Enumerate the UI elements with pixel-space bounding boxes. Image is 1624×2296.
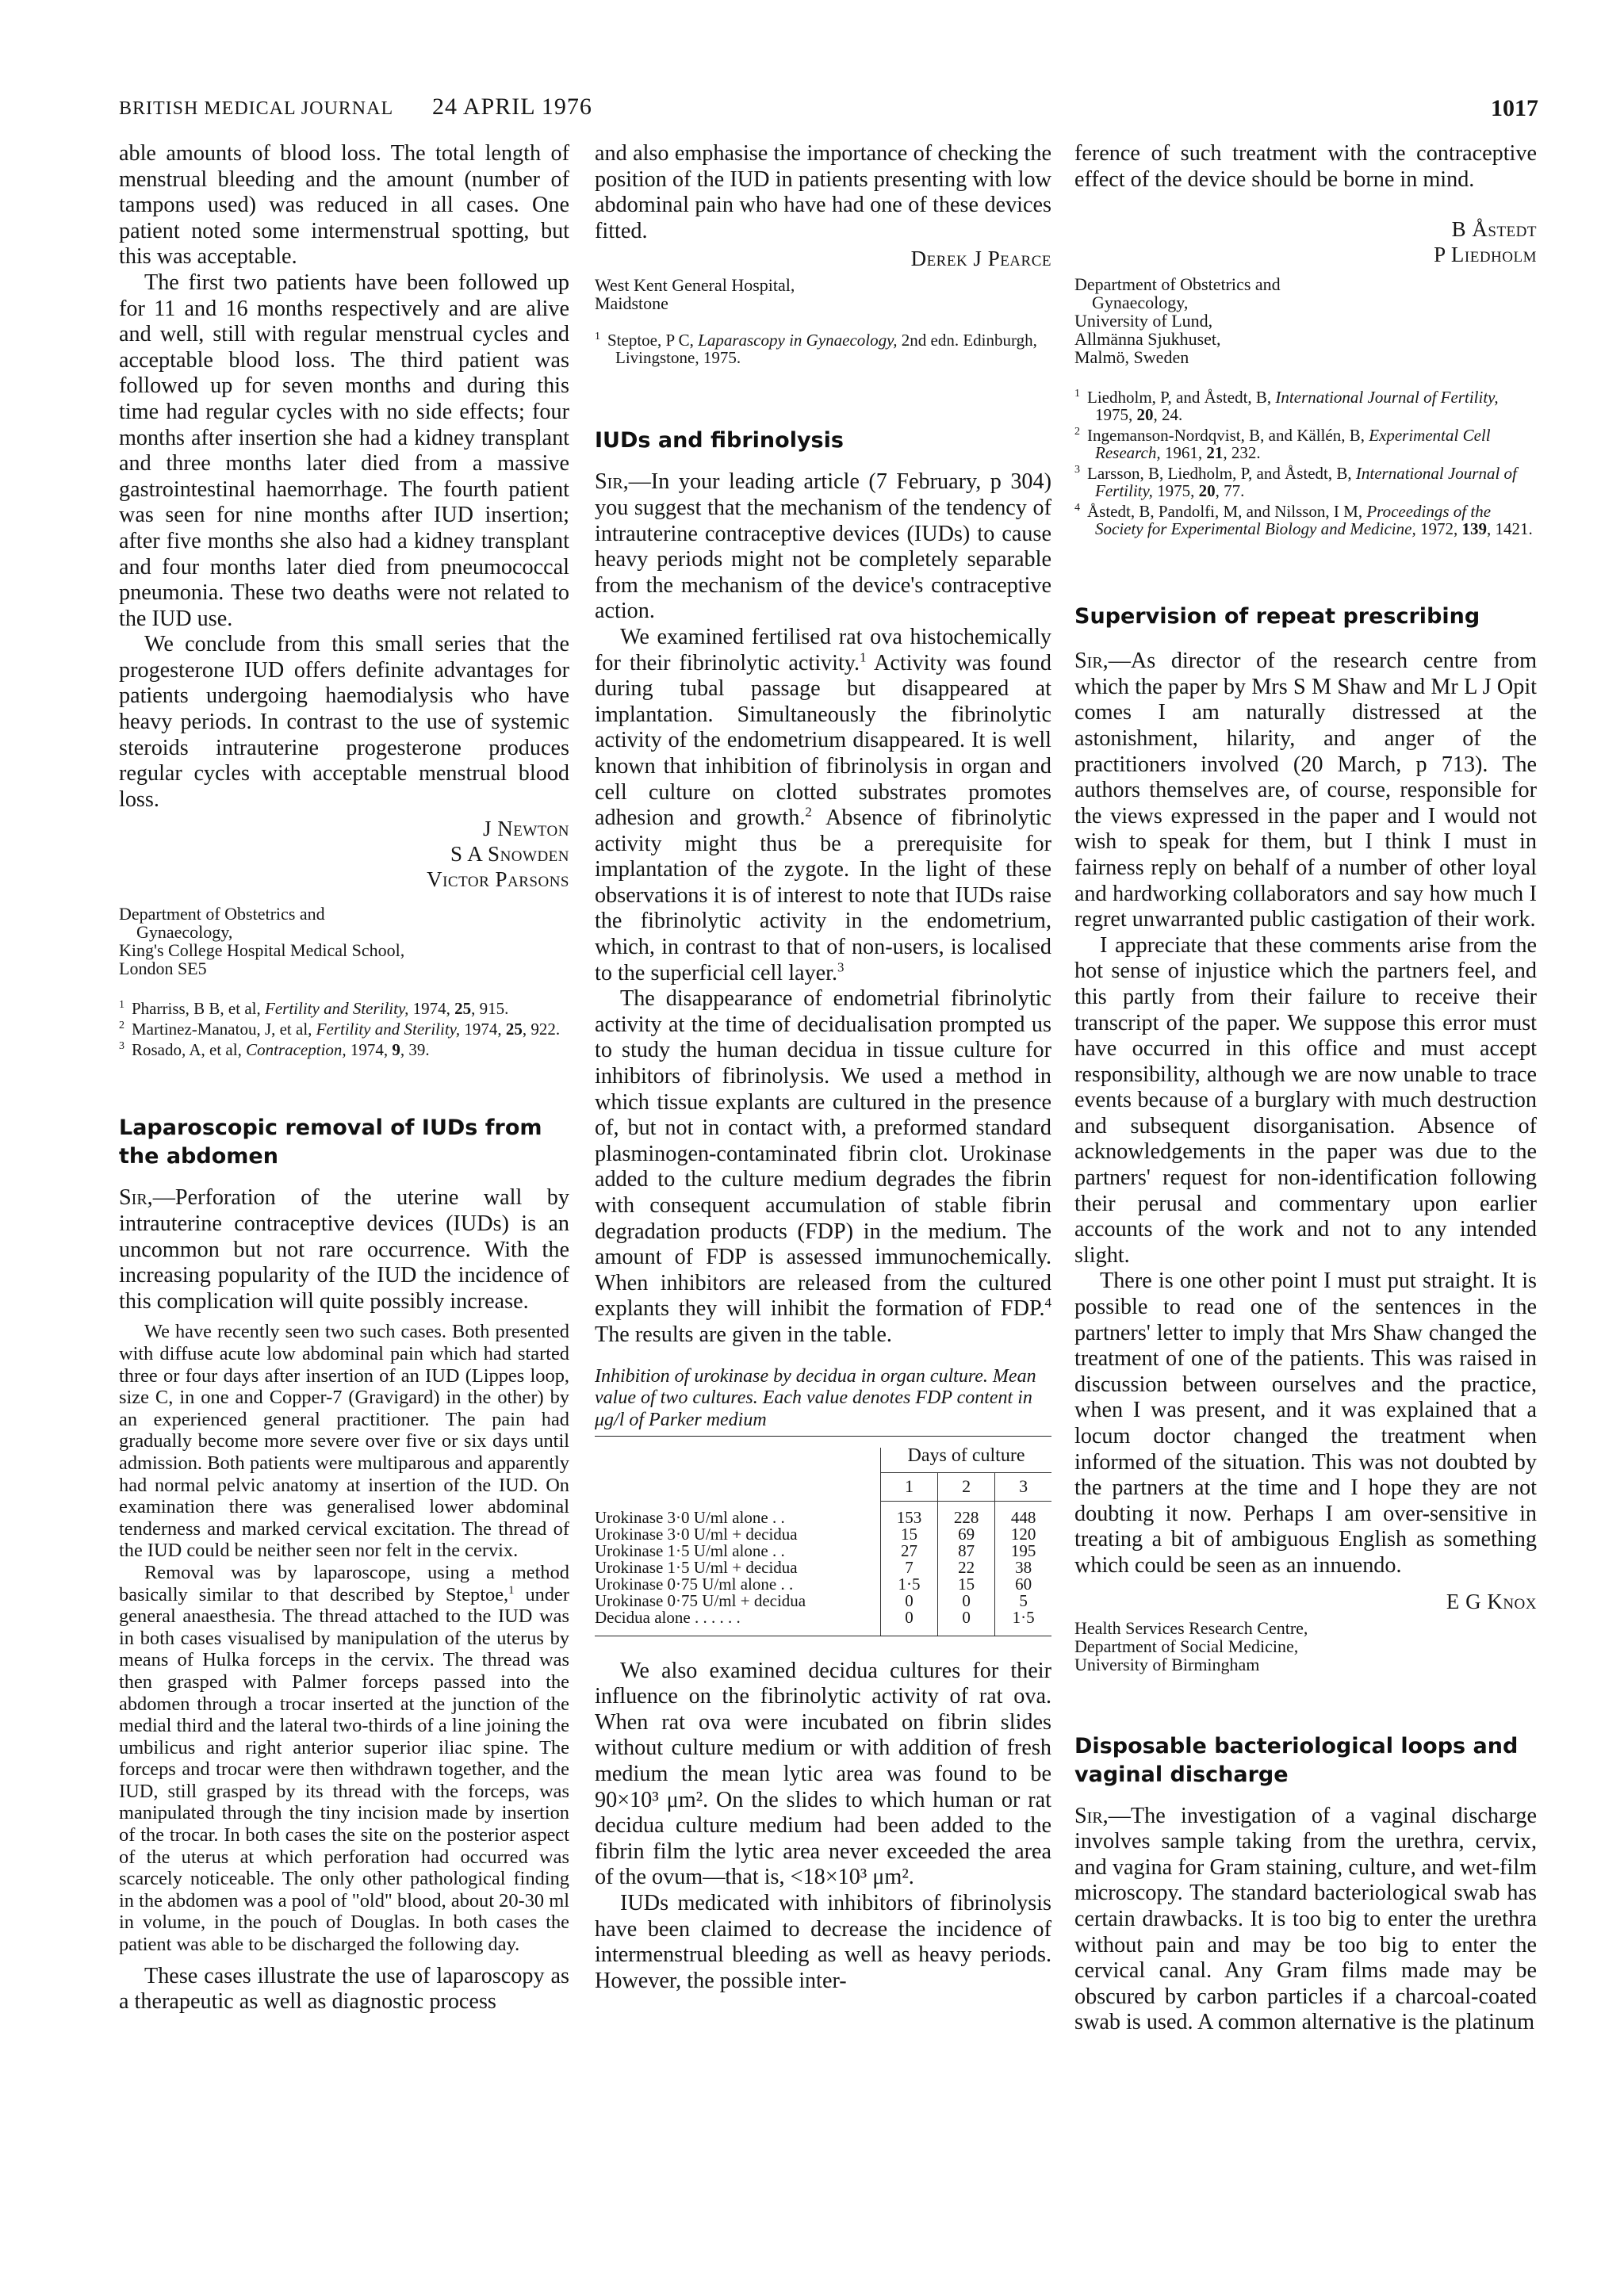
- author-name: S A Snowden: [450, 842, 569, 867]
- reference: 1 Liedholm, P, and Åstedt, B, International Journal of Fertility, 1975, 20, 24.: [1074, 388, 1499, 425]
- table-group-header: Days of culture: [881, 1448, 1052, 1473]
- address-line: Malmö, Sweden: [1074, 347, 1189, 368]
- table-row: Urokinase 1·5 U/ml alone . . 27 87 195: [595, 1543, 1051, 1559]
- column-2: [595, 141, 1051, 1994]
- address-line: Department of Obstetrics and: [119, 904, 325, 924]
- table-column-header: 3: [995, 1473, 1051, 1502]
- address-line: Gynaecology,: [1092, 293, 1189, 313]
- table-top-rule: [595, 1436, 1051, 1437]
- author-address: [595, 276, 1051, 312]
- paragraph: The first two patients have been followed up for 11 and 16 months respectively and are alive and well, still with regular menstrual cycles and acceptable blood loss. The third patient was followed up for seven months and during this time had regular cycles with no side effects; four months after insertion she had a kidney transplant and three months later died from a massive gastrointestinal haemorrhage. The fourth patient was seen for nine months after IUD insertion; after five months she also had a kidney transplant and four months later died from pneumococcal pneumonia. These two deaths were not related to the IUD use.: [119, 270, 569, 631]
- table-row: Urokinase 0·75 U/ml alone . . 1·5 15 60: [595, 1576, 1051, 1593]
- paragraph: These cases illustrate the use of laparoscopy as a therapeutic as well as diagnostic process: [119, 1963, 569, 2015]
- reference: 3 Rosado, A, et al, Contraception, 1974, 9, 39.: [119, 1040, 430, 1060]
- author-name: J Newton: [483, 817, 569, 841]
- table-row: Urokinase 3·0 U/ml + decidua 15 69 120: [595, 1526, 1051, 1543]
- results-table: [595, 1445, 1051, 1636]
- address-line: Health Services Research Centre,: [1074, 1617, 1308, 1638]
- reference: 2 Ingemanson-Nordqvist, B, and Källén, B, Experimental Cell Research, 1961, 21, 232.: [1074, 426, 1491, 463]
- reference: 4 Åstedt, B, Pandolfi, M, and Nilsson, I M, Proceedings of the Society for Experimental Biology and Medicine, 1972, 139, 1421.: [1074, 502, 1533, 539]
- author-name: Derek J Pearce: [910, 247, 1051, 271]
- reference: 2 Martinez-Manatou, J, et al, Fertility and Sterility, 1974, 25, 922.: [119, 1020, 561, 1039]
- issue-date: 24 APRIL 1976: [432, 94, 592, 120]
- address-line: Maidstone: [595, 293, 668, 314]
- paragraph: Sir,—As director of the research centre from which the paper by Mrs S M Shaw and Mr L J Opit comes I am naturally distressed at the astonishment, hilarity, and anger of the practitioners involved (20 March, p 713). The authors themselves are, of course, responsible for the views expressed in the paper and I would not wish to speak for them, but I think I must in fairness reply on behalf of a number of other loyal and hardworking collaborators and say how much I regret unwarranted public castigation of their work.: [1074, 649, 1537, 932]
- journal-title: BRITISH MEDICAL JOURNAL: [119, 98, 394, 119]
- author-name: Victor Parsons: [427, 867, 569, 892]
- paragraph: Sir,—Perforation of the uterine wall by intrauterine contraceptive devices (IUDs) is an uncommon but not rare occurrence. With the increasing popularity of the IUD the incidence of this complication will quite possibly increase.: [119, 1185, 569, 1314]
- small-paragraph: We have recently seen two such cases. Both presented with diffuse acute low abdominal pain which had started three or four days after insertion of an IUD (Lippes loop, size C, in one and Copper-7 (Gravigard) in the other) by an experienced general practitioner. The pain had gradually become more severe over five or six days until admission. Both patients were multiparous and apparently had normal pelvic anatomy at insertion of the IUD. On examination there was generalised lower abdominal tenderness and marked cervical excitation. The thread of the IUD could be neither seen nor felt in the cervix.: [119, 1321, 569, 1562]
- paragraph: I appreciate that these comments arise from the hot sense of injustice which the partners feel, and this partly from their failure to receive their transcript of the paper. We suppose this error must have occurred in this office and must accept responsibility, although we are now unable to trace events because of a burglary with much destruction and subsequent disorganisation. Absence of acknowledgements in the paper was due to the partners' request for non-identification following their perusal and commentary upon earlier accounts of the work and not to any intended slight.: [1074, 932, 1537, 1268]
- table-column-header: 2: [938, 1473, 995, 1502]
- author-name: E G Knox: [1446, 1589, 1537, 1613]
- paragraph: IUDs medicated with inhibitors of fibrinolysis have been claimed to decrease the incidence of intermenstrual bleeding as well as heavy periods. However, the possible inter-: [595, 1890, 1051, 1993]
- table-row: Urokinase 0·75 U/ml + decidua 0 0 5: [595, 1593, 1051, 1609]
- address-line: London SE5: [119, 959, 207, 979]
- paragraph: We examined fertilised rat ova histochemically for their fibrinolytic activity.$^1$ Activity was found during tubal passage but disappeared at implantation. Simultaneously the fibrinolytic activity of the endometrium disappeared. It is well known that inhibition of fibrinolysis in organ and cell culture on clotted substrates promotes adhesion and growth.$^2$ Absence of fibrinolytic activity might thus be a prerequisite for implantation of the zygote. In the light of these observations it is of interest to note that IUDs raise the fibrinolytic activity in the endometrium, which, in contrast to that of non-users, is localised to the superficial cell layer.$^3$: [595, 624, 1051, 985]
- article-heading: Disposable bacteriological loops and vaginal discharge: [1074, 1733, 1519, 1787]
- paragraph: ference of such treatment with the contraceptive effect of the device should be borne in mind.: [1074, 141, 1537, 192]
- address-line: Allmänna Sjukhuset,: [1074, 329, 1221, 350]
- reference-list: [1074, 385, 1537, 538]
- small-paragraph: Removal was by laparoscope, using a method basically similar to that described by Steptoe,$^1$ under general anaesthesia. The thread attached to the IUD was in both cases visualised by manipulation of the uterus by means of Hulka forceps in the cervix. The thread was then grasped with Palmer forceps passed into the abdomen through a trocar inserted at the junction of the medial third and the lateral two-thirds of a line joining the umbilicus and right anterior superior iliac spine. The forceps and trocar were then withdrawn together, and the IUD, still grasped by its thread with the forceps, was manipulated through the tiny incision made by insertion of the trocar. In both cases the site on the posterior aspect of the uterus at which perforation had occurred was scarcely noticeable. The only other pathological finding in the abdomen was a pool of "old" blood, about 20-30 ml in volume, in the pouch of Douglas. In both cases the patient was able to be discharged the following day.: [119, 1561, 569, 1956]
- author-address: [1074, 275, 1537, 366]
- table-column-header: 1: [881, 1473, 938, 1502]
- reference: 1 Pharriss, B B, et al, Fertility and Sterility, 1974, 25, 915.: [119, 999, 509, 1019]
- table-row: Urokinase 1·5 U/ml + decidua 7 22 38: [595, 1559, 1051, 1576]
- reference: 1 Steptoe, P C, Laparascopy in Gynaecology, 2nd edn. Edinburgh, Livingstone, 1975.: [595, 331, 1037, 368]
- paragraph: We conclude from this small series that the progesterone IUD offers definite advantages for patients undergoing haemodialysis who have heavy periods. In contrast to the use of systemic steroids intrauterine progesterone produces regular cycles with acceptable menstrual blood loss.: [119, 632, 569, 812]
- running-head: [119, 94, 1538, 125]
- paragraph: able amounts of blood loss. The total length of menstrual bleeding and the amount (number of tampons used) was reduced in all cases. One patient noted some intermenstrual spotting, but this was acceptable.: [119, 141, 569, 270]
- reference: 3 Larsson, B, Liedholm, P, and Åstedt, B, International Journal of Fertility, 1975, 20, 77.: [1074, 464, 1517, 501]
- paragraph: We also examined decidua cultures for their influence on the fibrinolytic activity of rat ova. When rat ova were incubated on fibrin slides without culture medium or with addition of fresh medium the mean lytic area was found to be 90×10³ μm². On the slides to which human or rat decidua culture medium had been added to the fibrin film the lytic area never exceeded the area of the ovum—that is, <18×10³ μm².: [595, 1658, 1051, 1890]
- signature-block: [1074, 216, 1537, 267]
- address-line: West Kent General Hospital,: [595, 275, 795, 296]
- paragraph: The disappearance of endometrial fibrinolytic activity at the time of decidualisation prompted us to study the human decidua in tissue culture for inhibitors of fibrinolysis. We used a method in which tissue explants are cultured in the presence of, but not in contact with, a preformed standard plasminogen-contaminated fibrin clot. Urokinase added to the culture medium degrades the fibrin with consequent accumulation of stable fibrin degradation products (FDP) in the medium. The amount of FDP is assessed immunochemically. When inhibitors are released from the cultured explants they will inhibit the formation of FDP.$^4$ The results are given in the table.: [595, 986, 1051, 1347]
- table-row: Urokinase 3·0 U/ml alone . . 153 228 448: [595, 1510, 1051, 1526]
- address-line: Department of Social Medicine,: [1074, 1636, 1299, 1656]
- column-1: [119, 141, 569, 2015]
- page-number: 1017: [1491, 95, 1538, 121]
- address-line: Gynaecology,: [136, 922, 233, 943]
- paragraph: and also emphasise the importance of checking the position of the IUD in patients presenting with low abdominal pain who have had one of these devices fitted.: [595, 141, 1051, 243]
- address-line: Department of Obstetrics and: [1074, 274, 1281, 295]
- table-row: Decidua alone . . . . . . 0 0 1·5: [595, 1609, 1051, 1626]
- paragraph: Sir,—The investigation of a vaginal discharge involves sample taking from the urethra, cervix, and vagina for Gram staining, culture, and wet-film microscopy. The standard bacteriological swab has certain drawbacks. It is too big to enter the urethra without pain and may be too big to enter the cervical canal. Any Gram films made may be obscured by carbon particles if a charcoal-coated swab is used. A common alternative is the platinum: [1074, 1803, 1537, 2035]
- address-line: University of Lund,: [1074, 311, 1213, 331]
- author-name: P Liedholm: [1434, 243, 1537, 267]
- author-address: [119, 905, 569, 978]
- reference-list: [595, 328, 1051, 366]
- author-address: [1074, 1619, 1537, 1674]
- signature-block: [119, 816, 569, 892]
- paragraph: Sir,—In your leading article (7 February, p 304) you suggest that the mechanism of the tendency of intrauterine contraceptive devices (IUDs) to cause heavy periods might not be completely separable from the mechanism of the device's contraceptive action.: [595, 469, 1051, 624]
- table-column-row: [595, 1473, 1051, 1502]
- reference-list: [119, 997, 569, 1058]
- author-name: B Åstedt: [1451, 217, 1537, 242]
- address-line: University of Birmingham: [1074, 1654, 1260, 1674]
- address-line: King's College Hospital Medical School,: [119, 940, 405, 961]
- article-heading: Laparoscopic removal of IUDs from the abdomen: [119, 1115, 542, 1169]
- paragraph: There is one other point I must put straight. It is possible to read one of the sentences in the partners' letter to imply that Mrs Shaw changed the treatment of one of the patients. This was raised in discussion between ourselves and the practice, when I was present, and it was explained that a locum doctor changed the treatment when informed of the situation. This was not doubted by the partners at the time and I hope they are not doubting it now. Perhaps I am over-sensitive in treating a bit of ambiguous English as something which could be seen as an innuendo.: [1074, 1269, 1537, 1578]
- article-heading: IUDs and fibrinolysis: [595, 428, 844, 453]
- column-3: [1074, 141, 1537, 2036]
- table-caption: Inhibition of urokinase by decidua in organ culture. Mean value of two cultures. Each value denotes FDP content in μg/l of Parker medium: [595, 1365, 1036, 1430]
- article-heading: Supervision of repeat prescribing: [1074, 604, 1480, 629]
- table-header-row: [595, 1448, 1051, 1473]
